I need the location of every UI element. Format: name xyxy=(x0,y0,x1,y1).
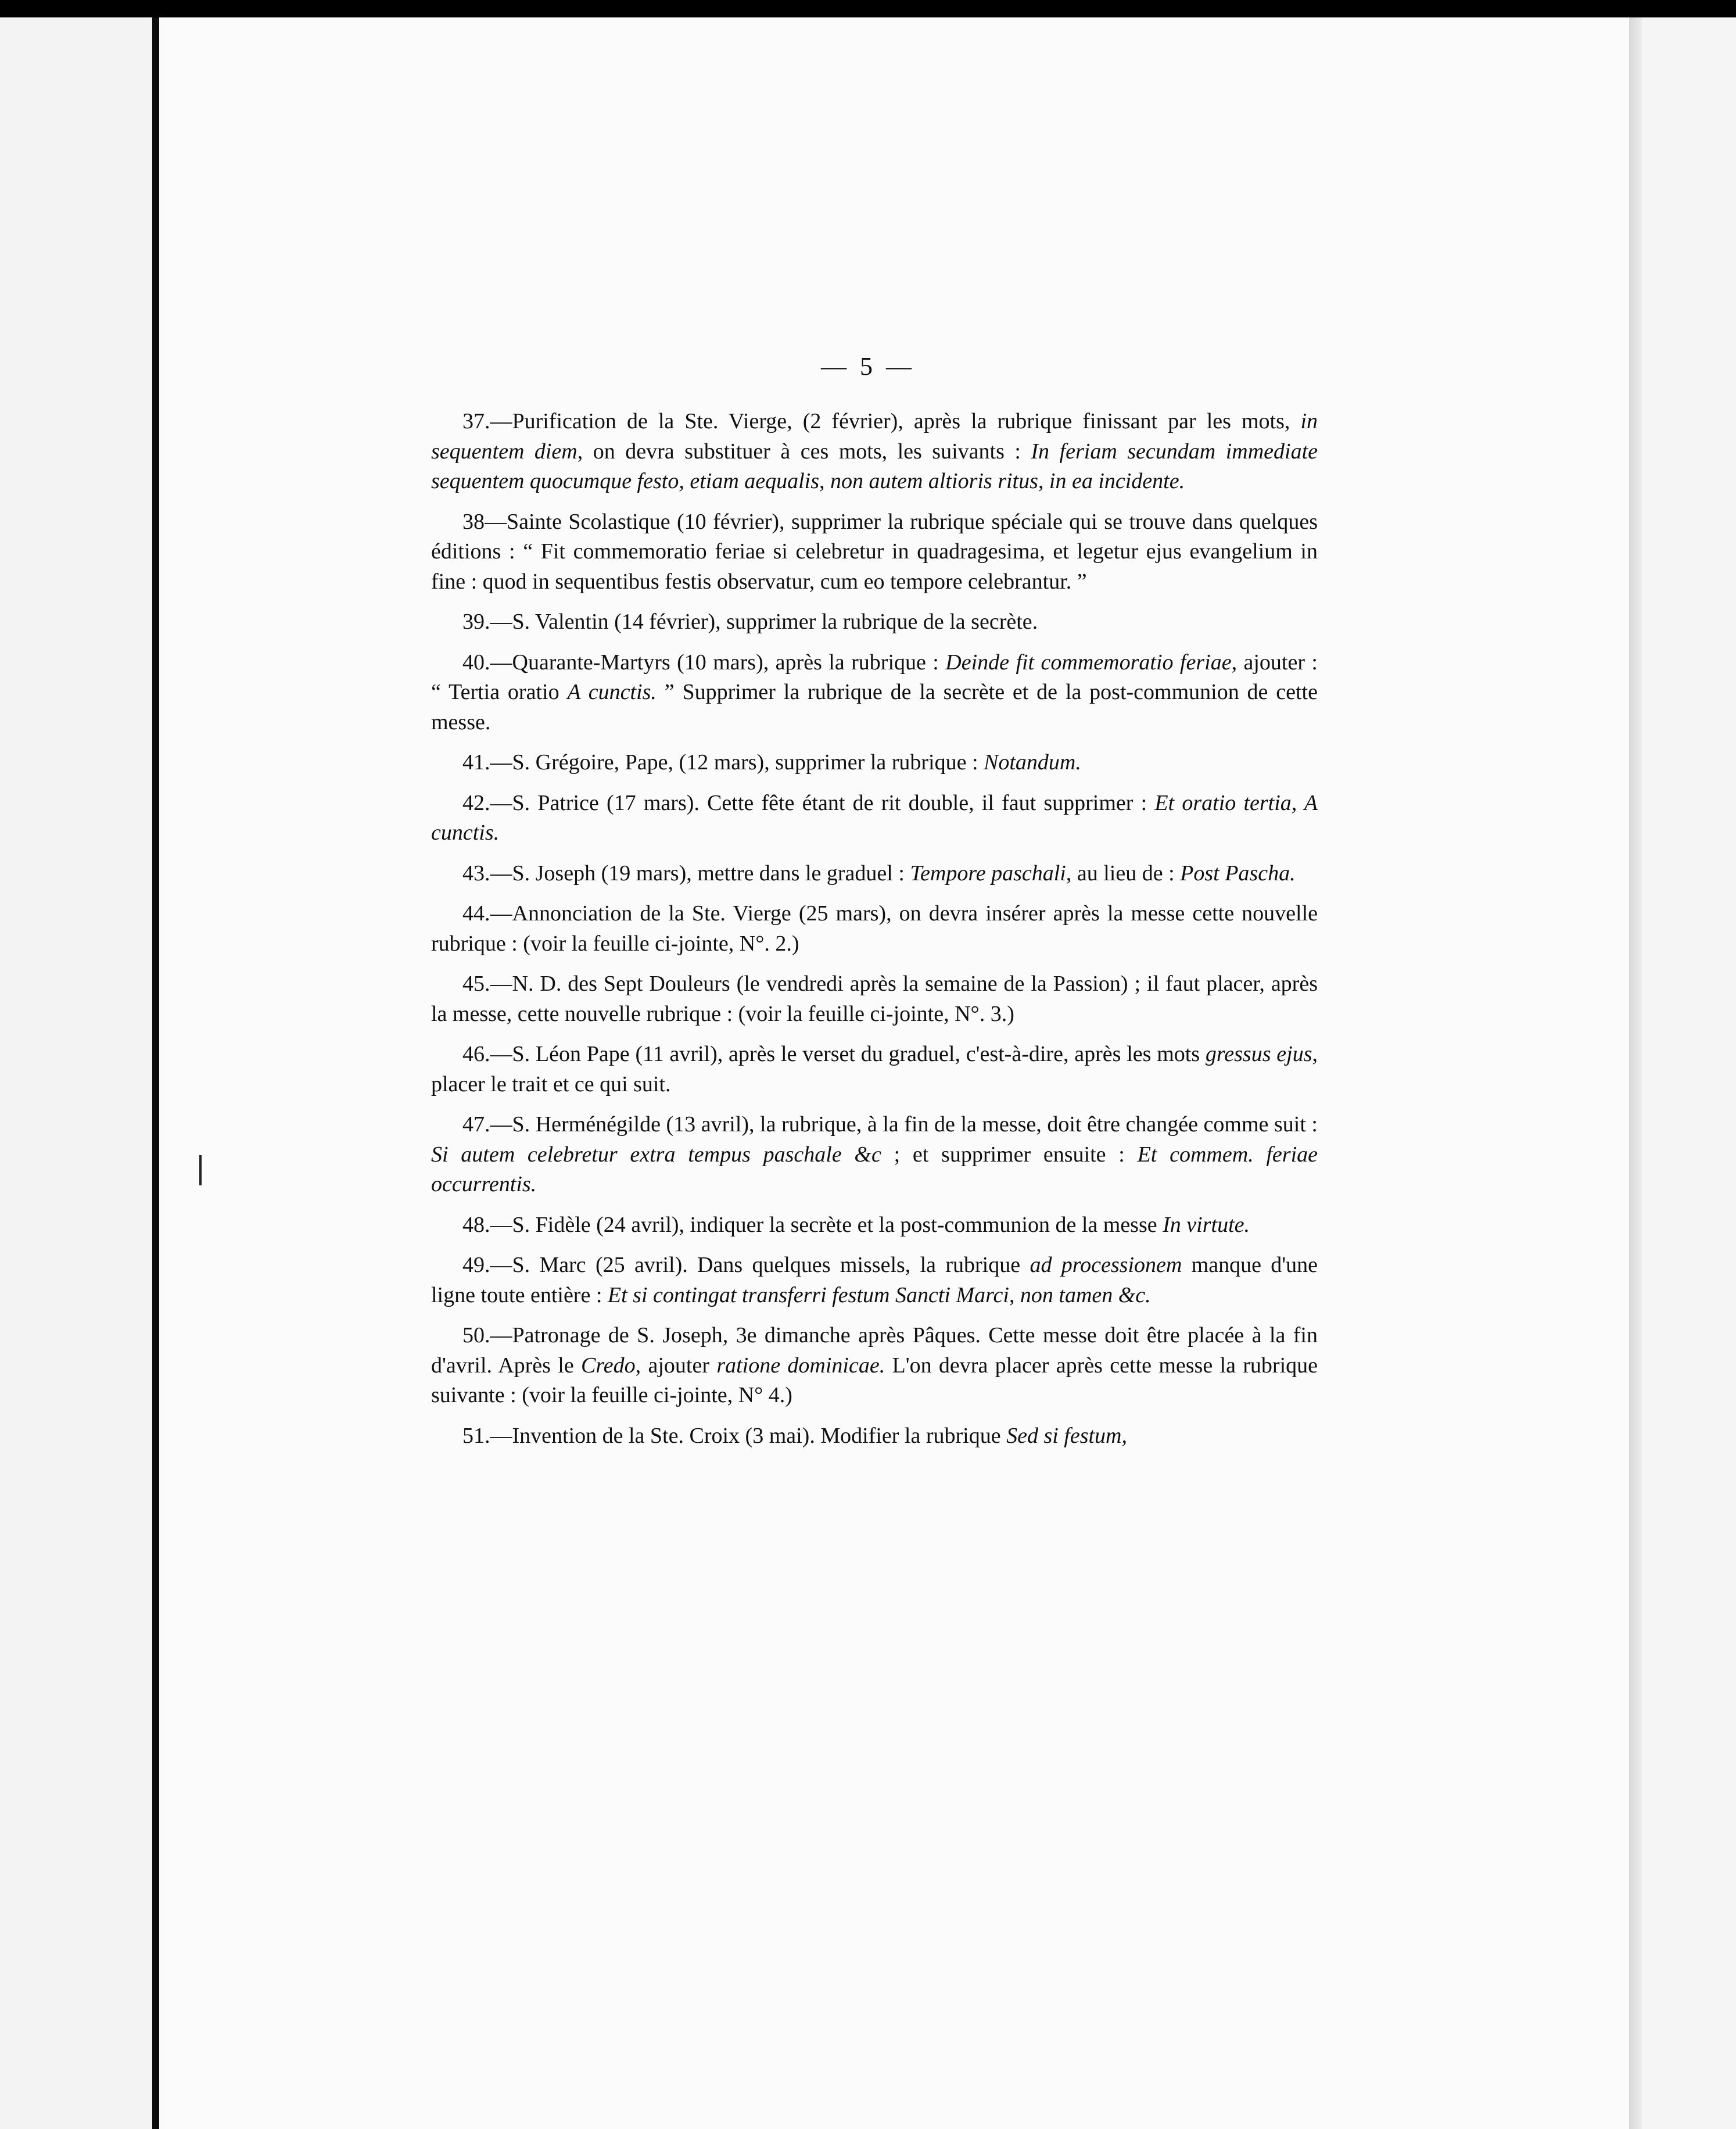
text-run: 39.—S. Valentin (14 février), supprimer la rubrique de la secrète. xyxy=(462,610,1038,634)
italic-text: A cunctis. xyxy=(567,680,657,704)
previous-page-edge xyxy=(0,17,152,2129)
italic-text: Tempore paschali xyxy=(910,861,1066,886)
text-run: 48.—S. Fidèle (24 avril), indiquer la secrète et la post-communion de la messe xyxy=(462,1212,1163,1237)
paragraph-41 xyxy=(431,748,1318,778)
book-spine-gutter xyxy=(152,17,159,2129)
text-run: 37.—Purification de la Ste. Vierge, (2 février), après la rubrique finissant par les mots, xyxy=(462,409,1301,433)
paragraph-47 xyxy=(431,1110,1318,1200)
paragraph-37 xyxy=(431,407,1318,497)
paragraph-45 xyxy=(431,969,1318,1029)
text-run: 43.—S. Joseph (19 mars), mettre dans le graduel : xyxy=(462,861,910,886)
paragraph-40 xyxy=(431,648,1318,738)
page-edge-shadow xyxy=(1629,17,1642,2129)
paragraph-42 xyxy=(431,788,1318,848)
paragraph-49 xyxy=(431,1250,1318,1310)
text-run: 49.—S. Marc (25 avril). Dans quelques missels, la rubrique xyxy=(462,1253,1030,1277)
body-text xyxy=(431,407,1318,1461)
italic-text: Notandum. xyxy=(984,750,1081,775)
italic-text: In virtute. xyxy=(1163,1212,1250,1237)
text-run: , au lieu de : xyxy=(1066,861,1181,886)
text-run: manque d'une ligne toute entière : xyxy=(431,1253,1318,1307)
paragraph-44 xyxy=(431,899,1318,959)
paragraph-50 xyxy=(431,1321,1318,1411)
text-run: ” Supprimer la rubrique de la secrète et de la post-communion de cette messe. xyxy=(431,680,1318,734)
text-run: 38—Sainte Scolastique (10 février), supprimer la rubrique spéciale qui se trouve dans quelques éditions : “ Fit commemoratio feriae si celebretur in quadragesima, et legetur ejus evangelium in fine : quod in sequentibus festis observatur, cum eo tempore celebrantur. ” xyxy=(431,509,1318,594)
text-run: 51.—Invention de la Ste. Croix (3 mai). Modifier la rubrique xyxy=(462,1423,1007,1448)
text-run: 46.—S. Léon Pape (11 avril), après le verset du graduel, c'est-à-dire, après les mots xyxy=(462,1042,1206,1066)
scan-top-band xyxy=(0,0,1736,17)
paragraph-43 xyxy=(431,859,1318,889)
italic-text: ratione dominicae. xyxy=(716,1353,885,1378)
paragraph-46 xyxy=(431,1040,1318,1099)
italic-text: ad processionem xyxy=(1030,1253,1182,1277)
text-run: 42.—S. Patrice (17 mars). Cette fête étant de rit double, il faut supprimer : xyxy=(462,790,1155,815)
text-run: , ajouter xyxy=(635,1353,717,1378)
text-run: , ajouter : “ Tertia oratio xyxy=(431,650,1318,704)
page-number: — 5 — xyxy=(821,352,915,381)
italic-text: in sequentem diem xyxy=(431,409,1318,464)
italic-text: Et si contingat transferri festum Sancti Marci, non tamen &c. xyxy=(607,1282,1151,1307)
italic-text: Sed si festum, xyxy=(1006,1423,1128,1448)
paragraph-48 xyxy=(431,1210,1318,1241)
text-run: 40.—Quarante-Martyrs (10 mars), après la rubrique : xyxy=(462,650,946,675)
italic-text: Et oratio tertia, A cunctis. xyxy=(431,790,1318,845)
italic-text: Credo xyxy=(581,1353,636,1378)
text-run: 47.—S. Herménégilde (13 avril), la rubrique, à la fin de la messe, doit être changée comme suit : xyxy=(462,1112,1318,1137)
italic-text: In feriam secundam immediate sequentem quocumque festo, etiam aequalis, non autem altioris ritus, in ea incidente. xyxy=(431,439,1318,493)
paragraph-51 xyxy=(431,1421,1318,1451)
text-run: L'on devra placer après cette messe la rubrique suivante : (voir la feuille ci-jointe, N° 4.) xyxy=(431,1353,1318,1407)
italic-text: Deinde fit commemoratio feriae xyxy=(945,650,1232,675)
paragraph-39 xyxy=(431,607,1318,637)
italic-text: gressus ejus xyxy=(1205,1042,1312,1066)
text-run: 41.—S. Grégoire, Pape, (12 mars), supprimer la rubrique : xyxy=(462,750,984,775)
paragraph-38 xyxy=(431,507,1318,597)
italic-text: Post Pascha. xyxy=(1180,861,1296,886)
italic-text: Et commem. feriae occurrentis. xyxy=(431,1142,1318,1196)
margin-pencil-mark xyxy=(199,1155,202,1185)
right-margin-strip xyxy=(1642,17,1736,2129)
text-run: 50.—Patronage de S. Joseph, 3e dimanche après Pâques. Cette messe doit être placée à la fin d'avril. Après le xyxy=(431,1323,1318,1378)
text-run: 45.—N. D. des Sept Douleurs (le vendredi après la semaine de la Passion) ; il faut placer, après la messe, cette nouvelle rubrique : (voir la feuille ci-jointe, N°. 3.) xyxy=(431,972,1318,1026)
text-run: ; et supprimer ensuite : xyxy=(881,1142,1138,1167)
italic-text: Si autem celebretur extra tempus paschale &c xyxy=(431,1142,881,1167)
text-run: 44.—Annonciation de la Ste. Vierge (25 mars), on devra insérer après la messe cette nouvelle rubrique : (voir la feuille ci-jointe, N°. 2.) xyxy=(431,901,1318,956)
text-run: , placer le trait et ce qui suit. xyxy=(431,1042,1318,1096)
text-run: , on devra substituer à ces mots, les suivants : xyxy=(577,439,1031,464)
